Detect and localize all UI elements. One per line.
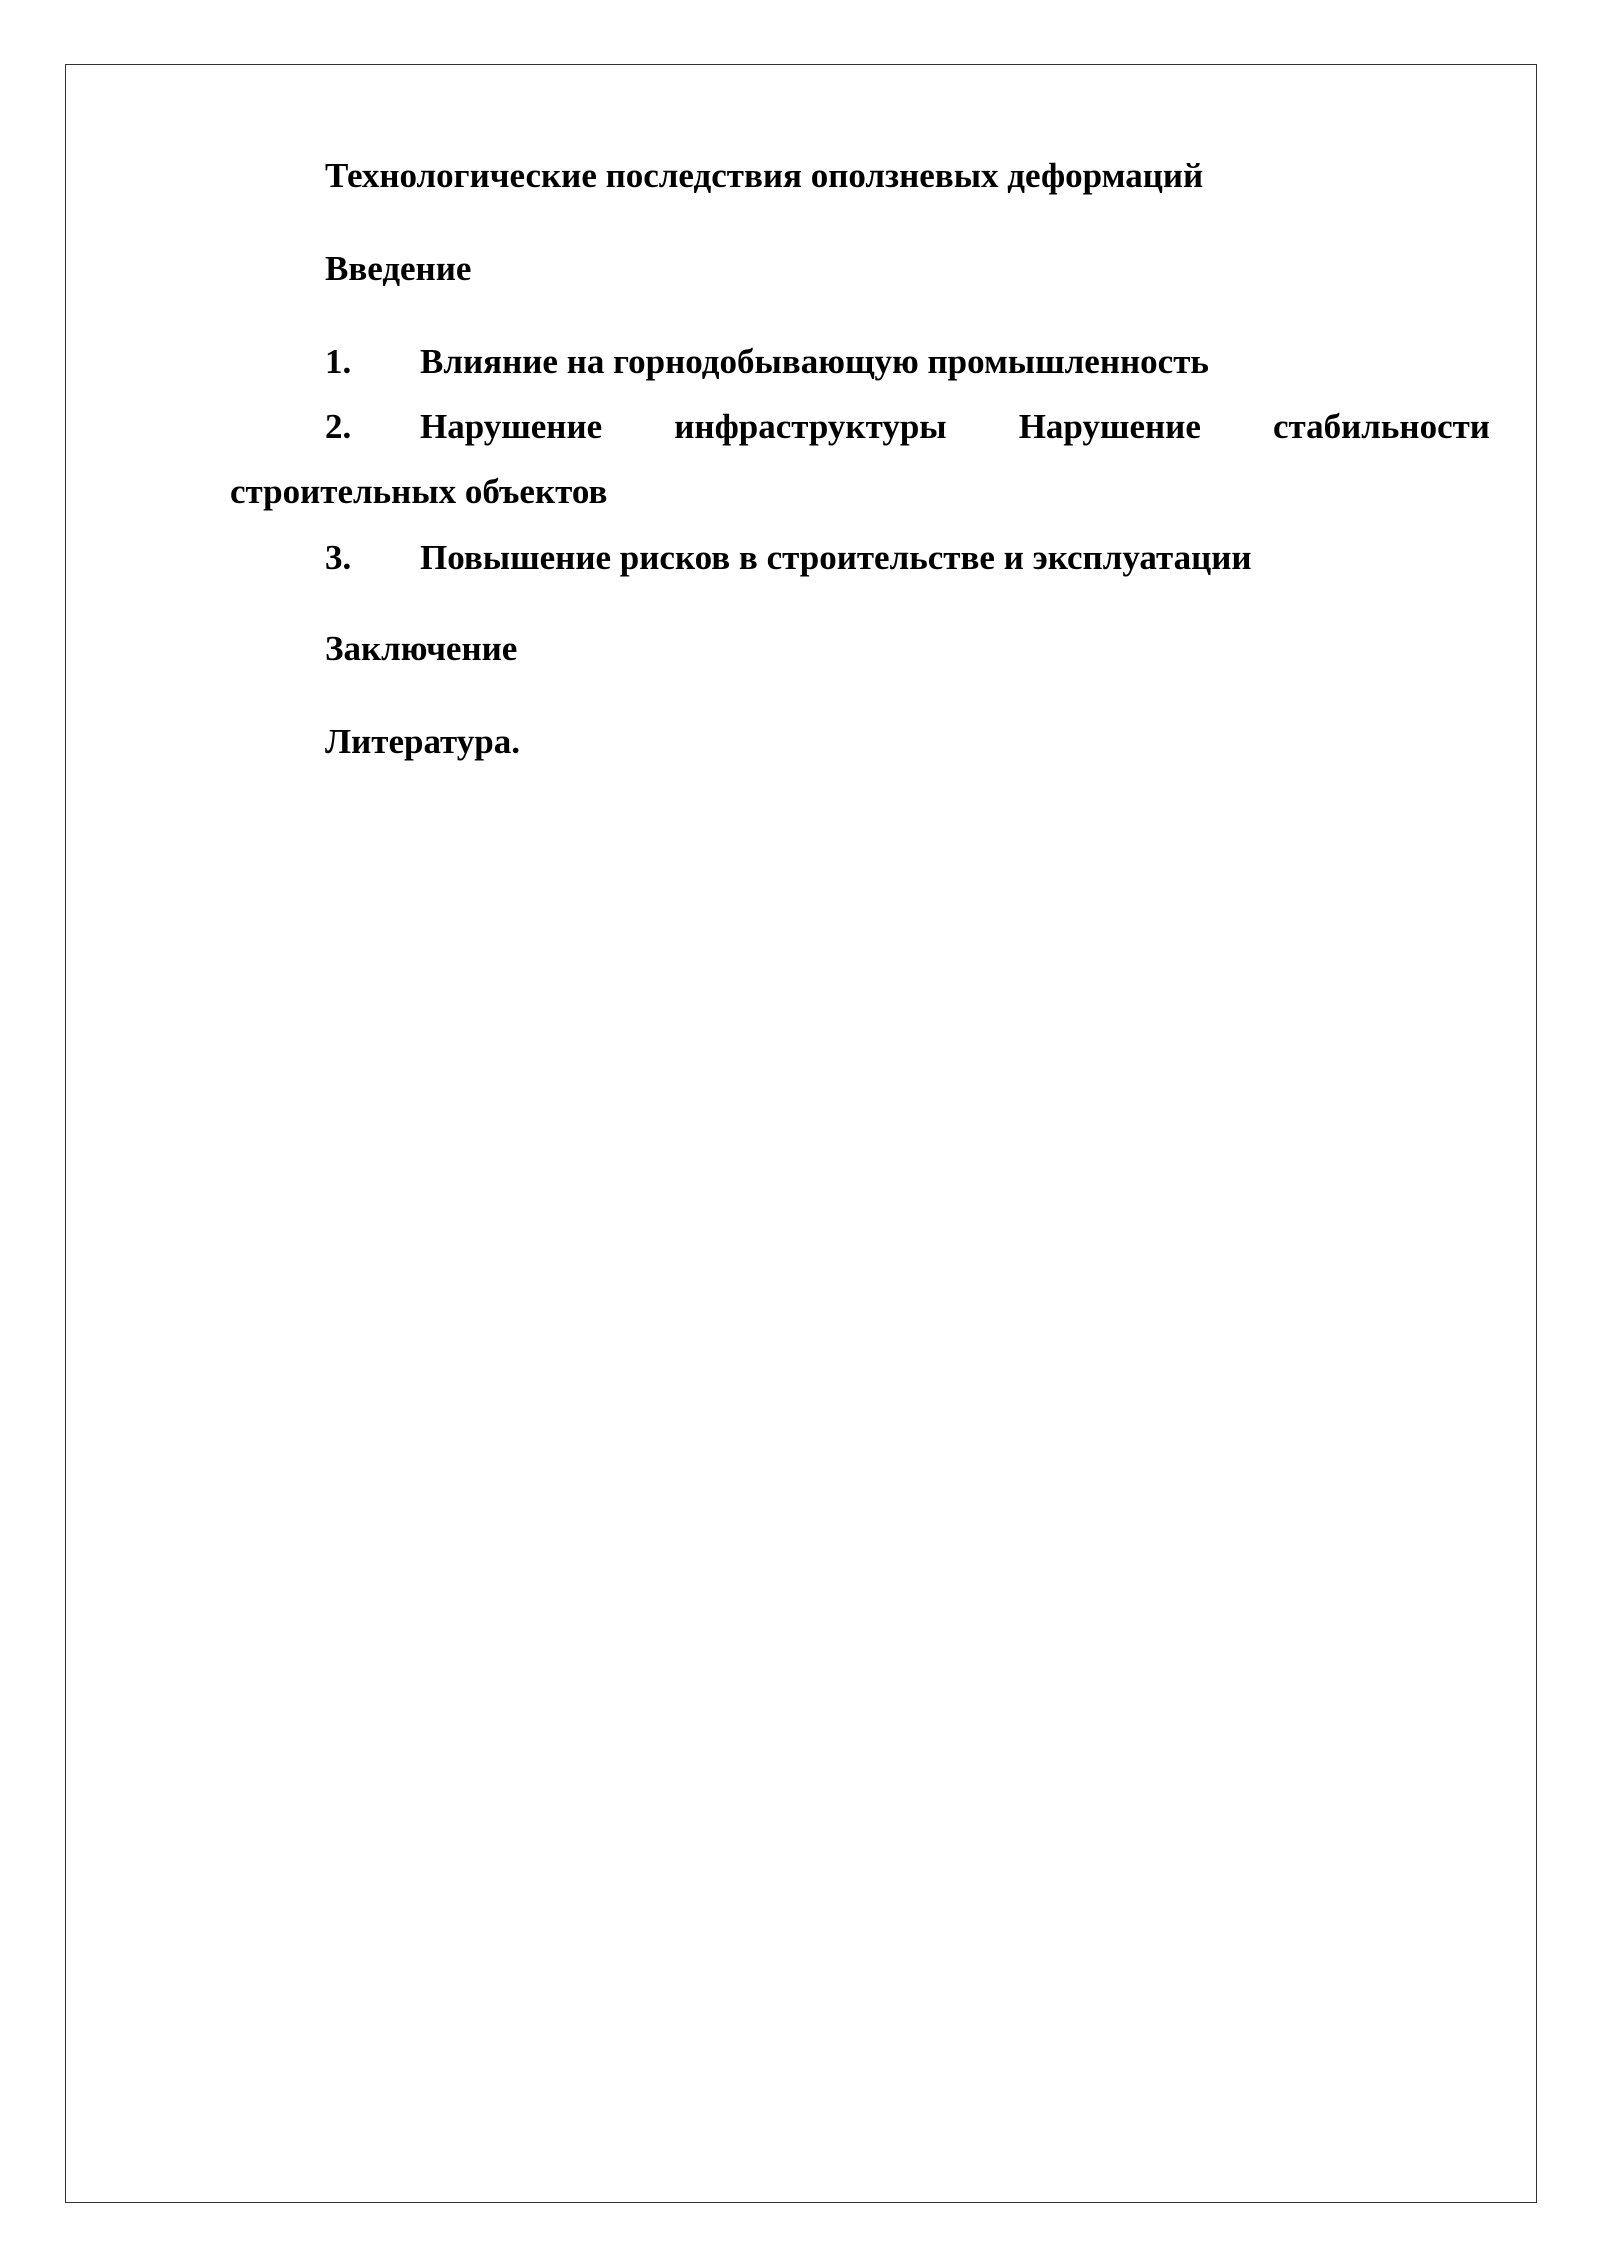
item-1-number: 1. — [325, 342, 352, 381]
item-2-word: Нарушение — [420, 407, 603, 446]
item-2-text-line-1 — [420, 407, 1490, 447]
item-2-text-line-2: строительных объектов — [230, 472, 608, 511]
document-title: Технологические последствия оползневых деформаций — [325, 156, 1204, 195]
section-conclusion: Заключение — [325, 629, 518, 668]
item-2-word: инфраструктуры — [674, 407, 947, 446]
section-intro: Введение — [325, 249, 472, 288]
item-2-word: Нарушение — [1018, 407, 1201, 446]
section-literature: Литература. — [325, 722, 520, 761]
item-2-word: стабильности — [1272, 407, 1490, 446]
item-3-text: Повышение рисков в строительстве и эксплуатации — [420, 538, 1252, 577]
item-3-number: 3. — [325, 538, 352, 577]
item-1-text: Влияние на горнодобывающую промышленность — [420, 342, 1209, 381]
item-2-number: 2. — [325, 407, 352, 446]
page-frame — [65, 64, 1537, 2203]
